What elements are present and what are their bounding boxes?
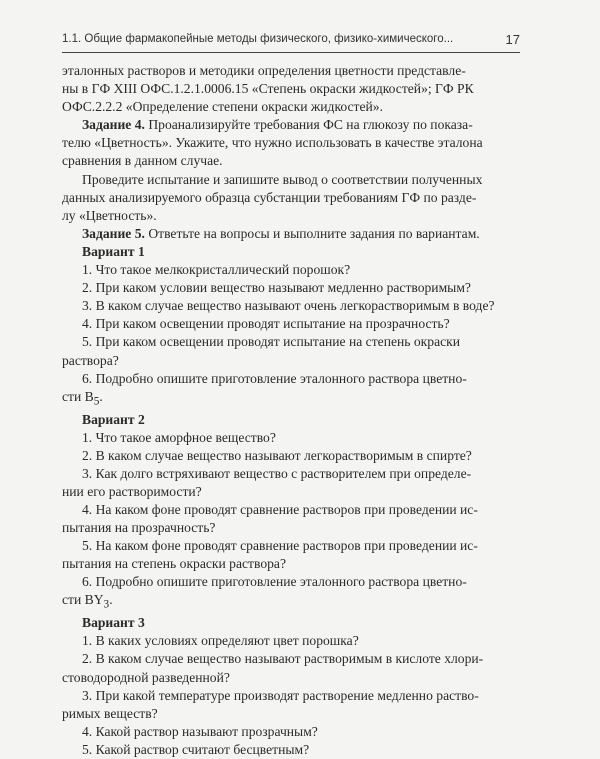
question-cont [62, 591, 520, 614]
question: 2. При каком условии вещество называют медленно растворимым? [82, 280, 471, 296]
question: 1. Что такое мелкокристаллический порошок? [82, 262, 351, 278]
question: 1. Что такое аморфное вещество? [82, 429, 276, 445]
question: 2. В каком случае вещество называют растворимым в кислоте хлори- [82, 651, 484, 667]
conclusion-line: данных анализируемого образца субстанции требованиям ГФ по разде- [62, 189, 477, 205]
subscript: 5 [93, 395, 100, 408]
task5-text: Ответьте на вопросы и выполните задания по вариантам. [144, 225, 480, 241]
variant3-title: Вариант 3 [82, 615, 145, 631]
question: 6. Подробно опишите приготовление эталонного раствора цветно- [82, 370, 467, 386]
question-cont: римых веществ? [62, 705, 158, 721]
question-cont: пытания на степень окраски раствора? [62, 556, 286, 572]
variant2-title: Вариант 2 [82, 411, 145, 427]
header-rule [62, 52, 520, 53]
question: 5. Какой раствор считают бесцветным? [82, 741, 310, 757]
task4-line [62, 116, 520, 134]
task4-text: Проанализируйте требования ФС на глюкозу по показа- [144, 117, 473, 133]
question: 5. При каком освещении проводят испытание на степень окраски [82, 334, 461, 350]
question: 1. В каких условиях определяют цвет порошка? [82, 633, 359, 649]
task4-line: сравнения в данном случае. [62, 153, 223, 169]
intro-line: ны в ГФ XIII ОФС.1.2.1.0006.15 «Степень окраски жидкостей»; ГФ РК [62, 81, 474, 97]
task5-label: Задание 5. [82, 225, 145, 241]
question: 2. В каком случае вещество называют легкорастворимым в спирте? [82, 447, 472, 463]
question-cont: раствора? [62, 352, 119, 368]
subscript: 3 [103, 599, 110, 612]
question: 4. Какой раствор называют прозрачным? [82, 723, 318, 739]
conclusion-line: Проведите испытание и запишите вывод о соответствии полученных [82, 171, 483, 187]
page-number: 17 [505, 32, 520, 47]
question-end: . [109, 592, 113, 608]
intro-line: ОФС.2.2.2 «Определение степени окраски жидкостей». [62, 99, 383, 115]
question: 6. Подробно опишите приготовление эталонного раствора цветно- [82, 574, 467, 590]
question: 4. На каком фоне проводят сравнение растворов при проведении ис- [82, 501, 478, 517]
question-cont: пытания на прозрачность? [62, 520, 216, 536]
task5-line [62, 225, 520, 243]
intro-line: эталонных растворов и методики определения цветности представле- [62, 63, 466, 78]
question-text: сти B [62, 388, 94, 404]
question-cont: стоводородной разведенной? [62, 669, 230, 685]
question: 5. На каком фоне проводят сравнение растворов при проведении ис- [82, 538, 478, 554]
variant1-title: Вариант 1 [82, 243, 145, 259]
page-body [62, 62, 520, 759]
task4-line: телю «Цветность». Укажите, что нужно использовать в качестве эталона [62, 135, 483, 151]
question: 4. При каком освещении проводят испытание на прозрачность? [82, 316, 450, 332]
question-end: . [99, 388, 103, 404]
question-text: сти BY [62, 592, 104, 608]
question: 3. Как долго встряхивают вещество с растворителем при определе- [82, 465, 472, 481]
running-title: 1.1. Общие фармакопейные методы физического, физико-химического... [62, 33, 454, 45]
question-cont [62, 388, 520, 411]
running-header [62, 33, 520, 45]
question-cont: нии его растворимости? [62, 483, 202, 499]
question: 3. При какой температуре производят растворение медленно раство- [82, 687, 479, 703]
conclusion-line: лу «Цветность». [62, 207, 157, 223]
question: 3. В каком случае вещество называют очень легкорастворимым в воде? [82, 298, 495, 314]
task4-label: Задание 4. [82, 117, 145, 133]
